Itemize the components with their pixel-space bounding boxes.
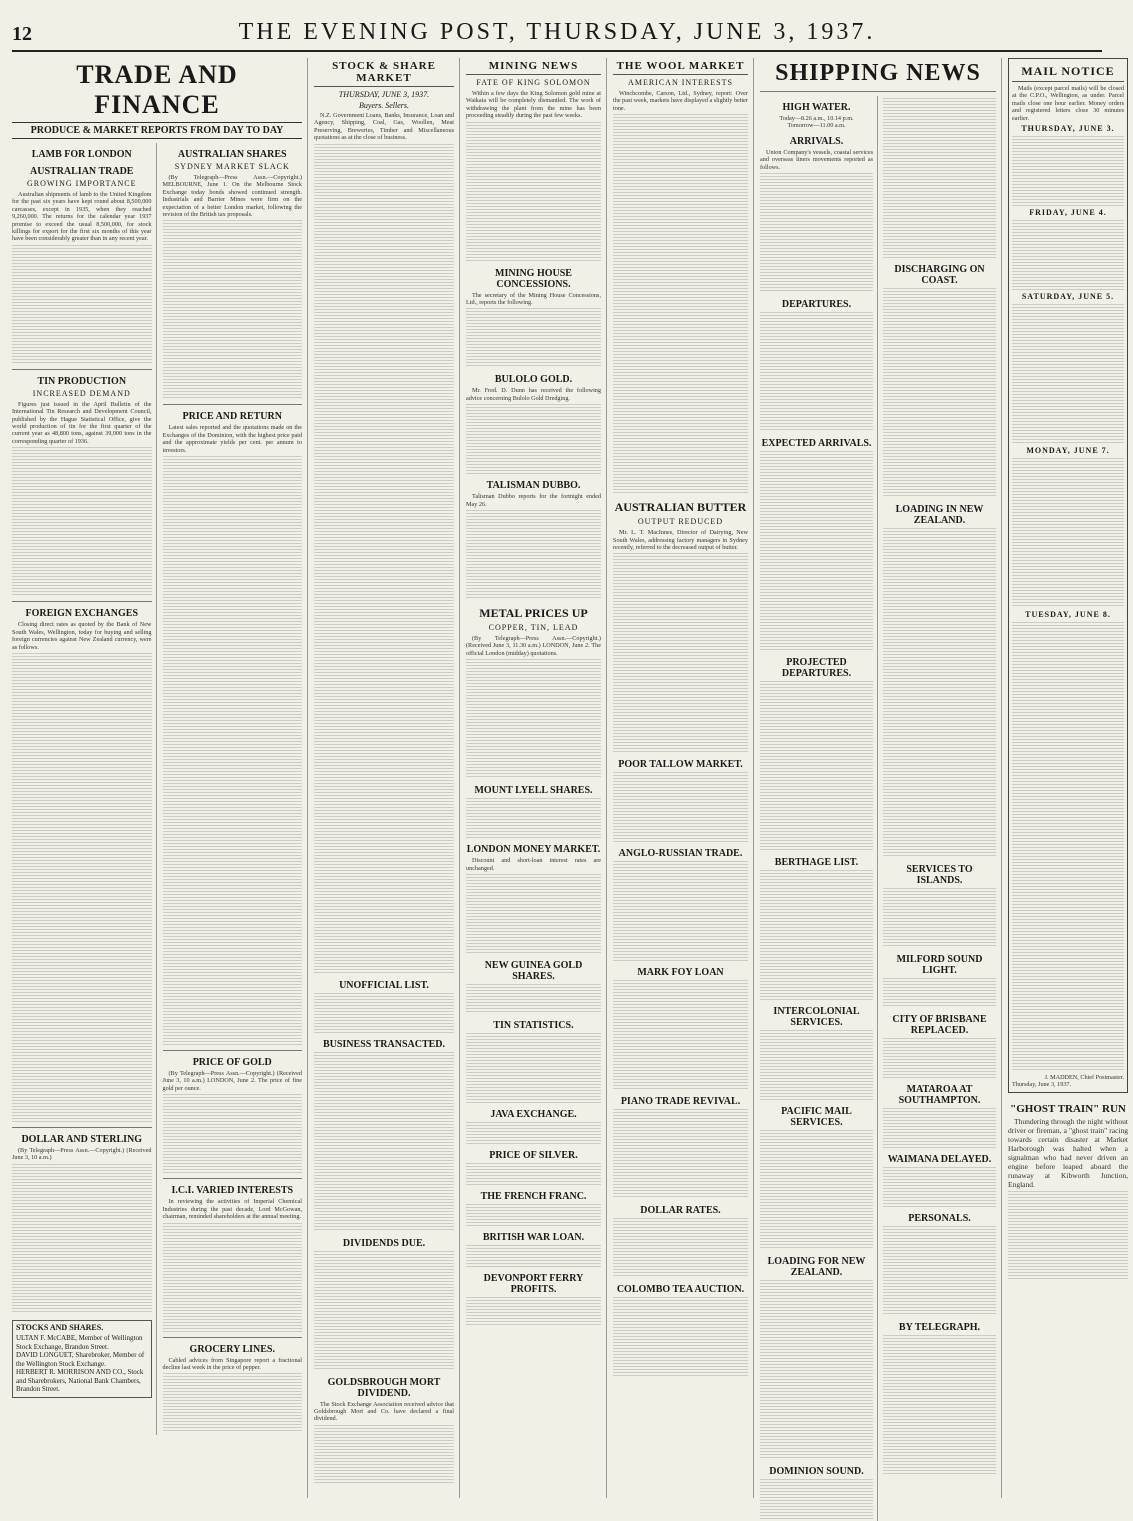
pacific-mail-headline: PACIFIC MAIL SERVICES. — [781, 1106, 852, 1129]
ghost-train-headline: "GHOST TRAIN" RUN — [1010, 1102, 1126, 1115]
trade-title: TRADE AND FINANCE — [76, 60, 238, 119]
gold-price-headline: PRICE OF GOLD — [192, 1057, 272, 1069]
stock-date: THURSDAY, JUNE 3, 1937. — [338, 90, 430, 99]
postmaster-signature: J. MADDEN, Chief Postmaster. — [1044, 1074, 1124, 1082]
mining-headline: MINING NEWS — [466, 58, 601, 75]
lamb-subhead: GROWING IMPORTANCE — [26, 179, 137, 188]
discharging-headline: DISCHARGING ON COAST. — [894, 264, 985, 286]
shipping-left-column — [760, 96, 878, 1521]
mail-notice-box — [1008, 58, 1128, 1093]
dollar-rates-headline: DOLLAR RATES. — [640, 1205, 721, 1217]
berthage-headline: BERTHAGE LIST. — [774, 857, 859, 869]
goldsbrough-headline: GOLDSBROUGH MORT DIVIDEND. — [327, 1376, 441, 1399]
bulolo-body: Mr. Fred. D. Dunn has received the following advice concerning Bulolo Gold Dredging. — [466, 387, 601, 402]
shipping-headline: SHIPPING NEWS — [775, 60, 981, 86]
shipping-right-column — [883, 96, 996, 1521]
concessions-body: The secretary of the Mining House Concessions, Ltd., reports the following. — [466, 291, 601, 307]
bulolo-headline: BULOLO GOLD. — [494, 374, 573, 386]
business-transacted-headline: BUSINESS TRANSACTED. — [322, 1038, 446, 1050]
ici-body: In reviewing the activities of Imperial Chemical Industries during the past decade, Lord McGowan, chairman, reminded shareholders at the annual meeting. — [162, 1198, 302, 1221]
french-franc-headline: THE FRENCH FRANC. — [480, 1191, 587, 1203]
high-water-headline: HIGH WATER. — [782, 102, 851, 113]
new-guinea-headline: NEW GUINEA GOLD SHARES. — [484, 960, 583, 983]
mail-day: SATURDAY, JUNE 5. — [1021, 292, 1115, 302]
dividends-due-headline: DIVIDENDS DUE. — [342, 1237, 426, 1249]
mark-foy-headline: MARK FOY LOAN — [637, 967, 724, 979]
ici-headline: I.C.I. VARIED INTERESTS — [171, 1185, 294, 1197]
intercolonial-headline: INTERCOLONIAL SERVICES. — [773, 1006, 860, 1029]
mail-notice-headline: MAIL NOTICE — [1012, 62, 1124, 82]
milford-headline: MILFORD SOUND LIGHT. — [896, 954, 983, 976]
grocery-headline: GROCERY LINES. — [189, 1343, 275, 1355]
stocks-ad-line: HERBERT R. MORRISON AND CO., Stock and Sharebrokers, National Bank Chambers, Brandon Street. — [16, 1368, 144, 1394]
masthead — [12, 12, 1102, 52]
java-exchange-headline: JAVA EXCHANGE. — [490, 1109, 577, 1121]
money-market-headline: LONDON MONEY MARKET. — [466, 844, 601, 856]
wool-column — [613, 58, 754, 1498]
metal-prices-headline: METAL PRICES UP — [479, 606, 588, 621]
high-water-today: Today—8.26 a.m., 10.14 p.m. — [779, 115, 854, 122]
stocks-ad-line: ULTAN F. McCABE, Member of Wellington Stock Exchange, Brandon Street. — [16, 1334, 143, 1351]
stock-columns-header: Buyers. Sellers. — [359, 101, 409, 110]
colombo-headline: COLOMBO TEA AUCTION. — [616, 1284, 745, 1296]
lamb-headline-2: AUSTRALIAN TRADE — [30, 166, 134, 177]
metal-prices-subhead: COPPER, TIN, LEAD — [488, 623, 579, 633]
stocks-ad-line: DAVID LONGUET, Sharebroker, Member of the Wellington Stock Exchange. — [16, 1351, 145, 1368]
anglo-russian-headline: ANGLO-RUSSIAN TRADE. — [618, 848, 743, 860]
city-of-brisbane-headline: CITY OF BRISBANE REPLACED. — [892, 1014, 987, 1036]
mail-column — [1008, 58, 1133, 1498]
australian-shares-subhead: SYDNEY MARKET SLACK — [174, 162, 290, 171]
australian-shares-headline: AUSTRALIAN SHARES — [177, 149, 287, 160]
dollar-headline: DOLLAR AND STERLING — [21, 1133, 143, 1145]
exchanges-body: Closing direct rates as quoted by the Bank of New South Wales, Wellington, today for buying and selling foreign currencies against New Zealand currency, were as follows. — [12, 621, 152, 651]
tin-subhead: INCREASED DEMAND — [32, 388, 131, 398]
devonport-headline: DEVONPORT FERRY PROFITS. — [483, 1273, 584, 1296]
tin-headline: TIN PRODUCTION — [37, 375, 127, 387]
unofficial-list-headline: UNOFFICIAL LIST. — [339, 979, 429, 991]
by-telegraph-headline: BY TELEGRAPH. — [898, 1322, 981, 1333]
talisman-headline: TALISMAN DUBBO. — [486, 480, 581, 492]
stock-share-column — [314, 58, 460, 1498]
goldsbrough-body: The Stock Exchange Association received advice that Goldsbrough Mort and Co. have declared a final dividend. — [314, 1400, 454, 1423]
mail-notice-date: Thursday, June 3, 1937. — [1012, 1081, 1072, 1089]
ghost-train-body: Thundering through the night without driver or fireman, a "ghost train" racing towards certain disaster at Market Harborough was halted when a signalman who had never driven an engine before leaped aboard the runaway at Kibworth Junction, England. — [1008, 1116, 1128, 1189]
butter-headline: AUSTRALIAN BUTTER — [614, 500, 747, 515]
lamb-headline: LAMB FOR LONDON — [31, 149, 132, 160]
trade-section — [12, 58, 308, 1498]
personals-headline: PERSONALS. — [908, 1213, 971, 1224]
mail-day: THURSDAY, JUNE 3. — [1021, 124, 1115, 134]
trade-subtitle: PRODUCE & MARKET REPORTS FROM DAY TO DAY — [12, 122, 302, 139]
war-loan-headline: BRITISH WAR LOAN. — [482, 1232, 585, 1244]
mining-column — [466, 58, 607, 1498]
mail-day: MONDAY, JUNE 7. — [1026, 446, 1110, 456]
gold-price-body: (By Telegraph—Press Assn.—Copyright.) (Received June 3, 10 a.m.) LONDON, June 2. The price of fine gold per ounce. — [162, 1070, 302, 1092]
mail-day: TUESDAY, JUNE 8. — [1025, 610, 1111, 620]
money-market-body: Discount and short-loan interest rates are unchanged. — [466, 857, 601, 872]
arrivals-headline: ARRIVALS. — [789, 135, 844, 147]
page-number: 12 — [12, 23, 32, 45]
tallow-headline: POOR TALLOW MARKET. — [618, 759, 743, 771]
loading-for-nz-headline: LOADING FOR NEW ZEALAND. — [767, 1256, 866, 1279]
dominion-sound-headline: DOMINION SOUND. — [769, 1466, 864, 1478]
high-water-tomorrow: Tomorrow—11.00 a.m. — [787, 122, 846, 130]
mail-notice-body: Mails (except parcel mails) will be closed at the C.P.O., Wellington, as under. Parcel mails close one hour earlier. Money orders and registered letters close 30 minutes earlier. — [1012, 85, 1124, 122]
price-return-headline: PRICE AND RETURN — [182, 411, 282, 423]
tin-statistics-headline: TIN STATISTICS. — [493, 1020, 574, 1032]
king-solomon-headline: FATE OF KING SOLOMON — [476, 78, 591, 87]
american-interests-headline: AMERICAN INTERESTS — [628, 78, 733, 87]
lamb-body: Australian shipments of lamb to the United Kingdom for the past six years have kept round about 8,500,000 carcasses, except in 1935, when they reached 9,260,000. The returns for the calendar year 1937 promise to exceed the usual 8,500,000, for stock killings for export for the first six months of this year have been considerably greater than in any recent year. — [12, 191, 152, 243]
price-return-body: Latest sales reported and the quotations made on the Exchanges of the Dominion, with the highest price paid and the approximate yields per cent. per annum to investors. — [162, 424, 302, 454]
stocks-ad-headline: STOCKS AND SHARES. — [16, 1322, 104, 1332]
newspaper-page — [12, 12, 1128, 1496]
expected-arrivals-headline: EXPECTED ARRIVALS. — [761, 438, 872, 450]
australian-shares-body: (By Telegraph—Press Assn.—Copyright.) MELBOURNE, June 1. On the Melbourne Stock Exchange today bonds showed continued strength. Industrials and Barrier Mines were firm on the expectation of a better London market, following the revision of the British tax proposals. — [162, 174, 302, 219]
king-solomon-body: Within a few days the King Solomon gold mine at Waikaia will be completely dismantled. The work of withdrawing the plant from the mine has been proceeding steadily during the past few weeks. — [466, 90, 601, 120]
mount-lyell-headline: MOUNT LYELL SHARES. — [474, 785, 593, 797]
waimana-headline: WAIMANA DELAYED. — [887, 1154, 992, 1165]
concessions-headline: MINING HOUSE CONCESSIONS. — [495, 267, 572, 290]
shipping-body: Union Company's vessels, coastal services and overseas liners movements reported as follows. — [760, 148, 873, 171]
stocks-shares-ad — [12, 1320, 152, 1398]
exchanges-headline: FOREIGN EXCHANGES — [25, 608, 138, 620]
columns — [12, 58, 1128, 1498]
stock-body: N.Z. Government Loans, Banks, Insurance, Loan and Agency, Shipping, Coal, Gas, Woollen, Meat Preserving, Breweries, Timber and Miscellaneous quotations as at the close of business. — [314, 112, 454, 142]
trade-left-column — [12, 143, 157, 1435]
silver-price-headline: PRICE OF SILVER. — [489, 1150, 578, 1162]
paper-title: THE EVENING POST, THURSDAY, JUNE 3, 1937. — [238, 19, 876, 45]
shipping-section — [760, 58, 1002, 1498]
metal-prices-body: (By Telegraph—Press Assn.—Copyright.) (Received June 3, 11.30 a.m.) LONDON, June 2. The official London (midday) quotations. — [466, 635, 601, 657]
talisman-body: Talisman Dubbo reports for the fortnight ended May 26. — [466, 493, 601, 508]
grocery-body: Cabled advices from Singapore report a fractional decline last week in the price of pepper. — [162, 1356, 302, 1371]
mataroa-headline: MATAROA AT SOUTHAMPTON. — [898, 1084, 981, 1106]
loading-in-nz-headline: LOADING IN NEW ZEALAND. — [895, 504, 984, 526]
projected-departures-headline: PROJECTED DEPARTURES. — [781, 657, 852, 680]
butter-subhead: OUTPUT REDUCED — [637, 517, 724, 527]
dollar-body: (By Telegraph—Press Assn.—Copyright.) (Received June 3, 10 a.m.) — [12, 1146, 152, 1162]
trade-right-column — [163, 143, 303, 1435]
mail-day: FRIDAY, JUNE 4. — [1029, 208, 1107, 218]
stock-share-headline: STOCK & SHARE MARKET — [314, 58, 454, 87]
tin-body: Figures just issued in the April Bulletin of the International Tin Research and Development Council, published by the Hague Statistical Office, give the world production of tin for the first quarter of the current year as 48,800 tons, against 39,000 tons in the corresponding quarter of 1936. — [12, 400, 152, 445]
butter-body: Mr. L. T. MacInnes, Director of Dairying, New South Wales, addressing factory managers in Sydney recently, referred to the decreased output of butter. — [613, 529, 748, 552]
wool-headline: THE WOOL MARKET — [613, 58, 748, 75]
american-interests-body: Winchcombe, Carson, Ltd., Sydney, report: Over the past week, markets have displayed a slightly better tone. — [613, 90, 748, 112]
islands-headline: SERVICES TO ISLANDS. — [906, 864, 973, 886]
piano-headline: PIANO TRADE REVIVAL. — [620, 1096, 741, 1108]
departures-headline: DEPARTURES. — [781, 299, 852, 311]
